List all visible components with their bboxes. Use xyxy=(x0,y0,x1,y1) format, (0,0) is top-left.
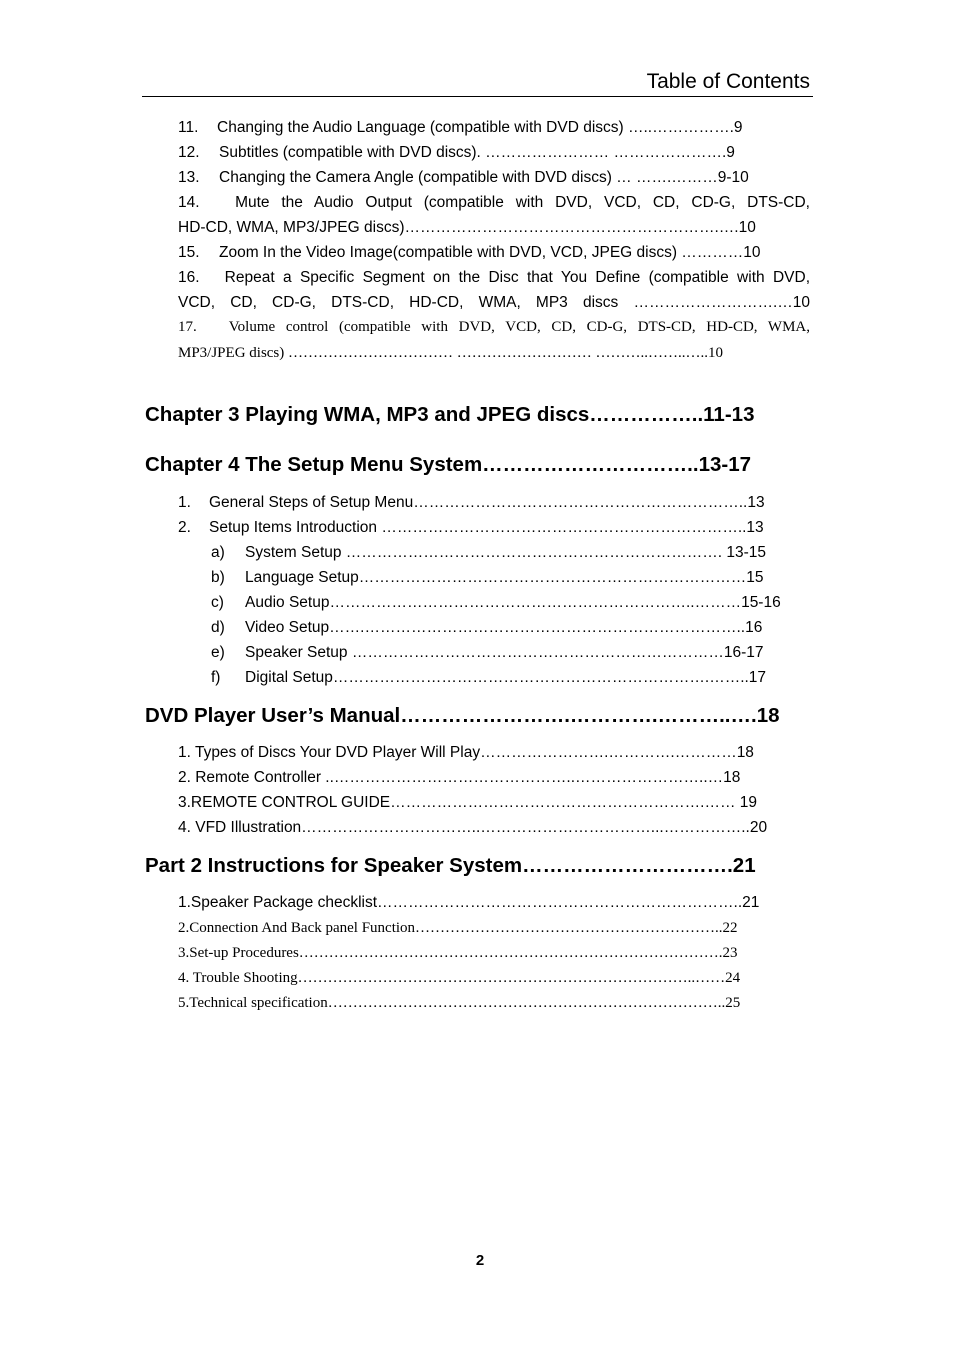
toc-entry-text: System Setup ………………………………………………………………. 13-15 xyxy=(245,544,767,561)
toc-entry-15[interactable] xyxy=(178,243,761,263)
toc-entry-text: Mute the Audio Output (compatible with DVD, VCD, CD, CD-G, DTS-CD, xyxy=(235,194,810,211)
toc-entry-17-line2[interactable] xyxy=(178,343,723,363)
toc-entry-text: Changing the Camera Angle (compatible with DVD discs) … …….………9-10 xyxy=(219,169,749,186)
toc-subentry-digital-setup[interactable] xyxy=(211,668,766,688)
toc-entry-text: Digital Setup……………………………………………………………….……..17 xyxy=(245,669,767,686)
toc-entry-text: Zoom In the Video Image(compatible with DVD, VCD, JPEG discs) …………10 xyxy=(219,244,761,261)
toc-entry-number: 2. xyxy=(178,519,191,536)
toc-entry-text: MP3/JPEG discs) …………………………… ……………………… ………..……..…..10 xyxy=(178,345,724,361)
toc-entry-13[interactable] xyxy=(178,168,749,188)
dvd-manual-heading[interactable]: DVD Player User’s Manual…………………….………….………..….18 xyxy=(145,704,780,727)
page-header-title: Table of Contents xyxy=(646,70,810,93)
header-divider xyxy=(142,96,813,97)
toc-entry-12[interactable] xyxy=(178,143,735,163)
toc-entry-number: 13. xyxy=(178,169,200,186)
toc-entry-number: 1. xyxy=(178,494,191,511)
toc-entry-technical-specification[interactable]: 5.Technical specification……………………………………………………………………..25 xyxy=(178,995,741,1011)
toc-subentry-speaker-setup[interactable] xyxy=(211,643,764,663)
toc-entry-number: b) xyxy=(211,569,225,586)
toc-entry-number: d) xyxy=(211,619,225,636)
toc-subentry-audio-setup[interactable] xyxy=(211,593,781,613)
chapter-3-heading[interactable]: Chapter 3 Playing WMA, MP3 and JPEG discs……………..11-13 xyxy=(145,403,755,426)
toc-entry-number: c) xyxy=(211,594,224,611)
toc-entry-text: Language Setup…………………………………………………………………15 xyxy=(245,569,764,586)
toc-entry-text: Changing the Audio Language (compatible with DVD discs) …..…………….9 xyxy=(217,119,743,136)
toc-entry-text: Volume control (compatible with DVD, VCD, CD, CD-G, DTS-CD, HD-CD, WMA, xyxy=(228,319,811,335)
toc-subentry-video-setup[interactable] xyxy=(211,618,762,638)
toc-entry-text: Video Setup…….………………………………………………………………..16 xyxy=(245,619,763,636)
toc-entry-16-line1[interactable] xyxy=(178,265,810,290)
toc-entry-setup-items[interactable] xyxy=(178,518,764,538)
toc-subentry-language-setup[interactable] xyxy=(211,568,764,588)
toc-entry-11[interactable] xyxy=(178,118,743,138)
toc-entry-trouble-shooting[interactable]: 4. Trouble Shooting……………………………………………………………………..……24 xyxy=(178,970,741,986)
toc-entry-17-line1[interactable] xyxy=(178,315,810,340)
toc-entry-14-line1[interactable] xyxy=(178,190,810,215)
toc-entry-text: Audio Setup……………………………………………………………..………15-16 xyxy=(245,594,781,611)
toc-entry-text: Repeat a Specific Segment on the Disc that You Define (compatible with DVD, xyxy=(224,269,811,286)
toc-entry-setup-procedures[interactable]: 3.Set-up Procedures………………………………………………………………………….23 xyxy=(178,945,738,961)
toc-entry-number: e) xyxy=(211,644,225,661)
part-2-heading[interactable]: Part 2 Instructions for Speaker System………………………….21 xyxy=(145,854,756,877)
page-number: 2 xyxy=(475,1252,485,1269)
toc-entry-vfd-illustration[interactable]: 4. VFD Illustration……………………………..……………………………...……………..20 xyxy=(178,819,768,836)
toc-entry-text: Setup Items Introduction ……………………………………………………………..13 xyxy=(209,519,764,536)
toc-entry-text: Subtitles (compatible with DVD discs). …………………… ………………….9 xyxy=(219,144,735,161)
toc-entry-text: Speaker Setup ………………………………………………………………16-17 xyxy=(245,644,764,661)
toc-entry-connection-back-panel[interactable]: 2.Connection And Back panel Function……………………………………………………..22 xyxy=(178,920,738,936)
toc-entry-number: 14. xyxy=(178,194,200,211)
toc-entry-text: HD-CD, WMA, MP3/JPEG discs)…………………………………………………….….10 xyxy=(178,219,756,236)
toc-entry-remote-guide[interactable]: 3.REMOTE CONTROL GUIDE…………………………………………………….…… 19 xyxy=(178,794,757,811)
toc-entry-number: 16. xyxy=(178,269,200,286)
toc-entry-number: 12. xyxy=(178,144,200,161)
chapter-4-heading[interactable]: Chapter 4 The Setup Menu System…………………………..13-17 xyxy=(145,453,752,476)
toc-entry-disc-types[interactable]: 1. Types of Discs Your DVD Player Will Play…………………….………….…………18 xyxy=(178,744,754,761)
toc-entry-setup-general[interactable] xyxy=(178,493,765,513)
toc-entry-number: a) xyxy=(211,544,225,561)
toc-entry-16-line2[interactable] xyxy=(178,290,810,315)
toc-entry-number: 15. xyxy=(178,244,200,261)
toc-subentry-system-setup[interactable] xyxy=(211,543,766,563)
toc-entry-speaker-checklist[interactable]: 1.Speaker Package checklist……………………………………………………………..21 xyxy=(178,894,760,911)
toc-entry-14-line2[interactable] xyxy=(178,218,756,238)
toc-entry-remote-controller[interactable]: 2. Remote Controller ..………………………………………..……………………..…18 xyxy=(178,769,741,786)
toc-entry-number: f) xyxy=(211,669,221,686)
toc-entry-text: General Steps of Setup Menu………………………………………………………..13 xyxy=(209,494,765,511)
toc-entry-number: 17. xyxy=(178,319,197,335)
toc-entry-number: 11. xyxy=(178,119,199,136)
toc-entry-text: VCD, CD, CD-G, DTS-CD, HD-CD, WMA, MP3 discs ……………………….…10 xyxy=(178,294,810,311)
